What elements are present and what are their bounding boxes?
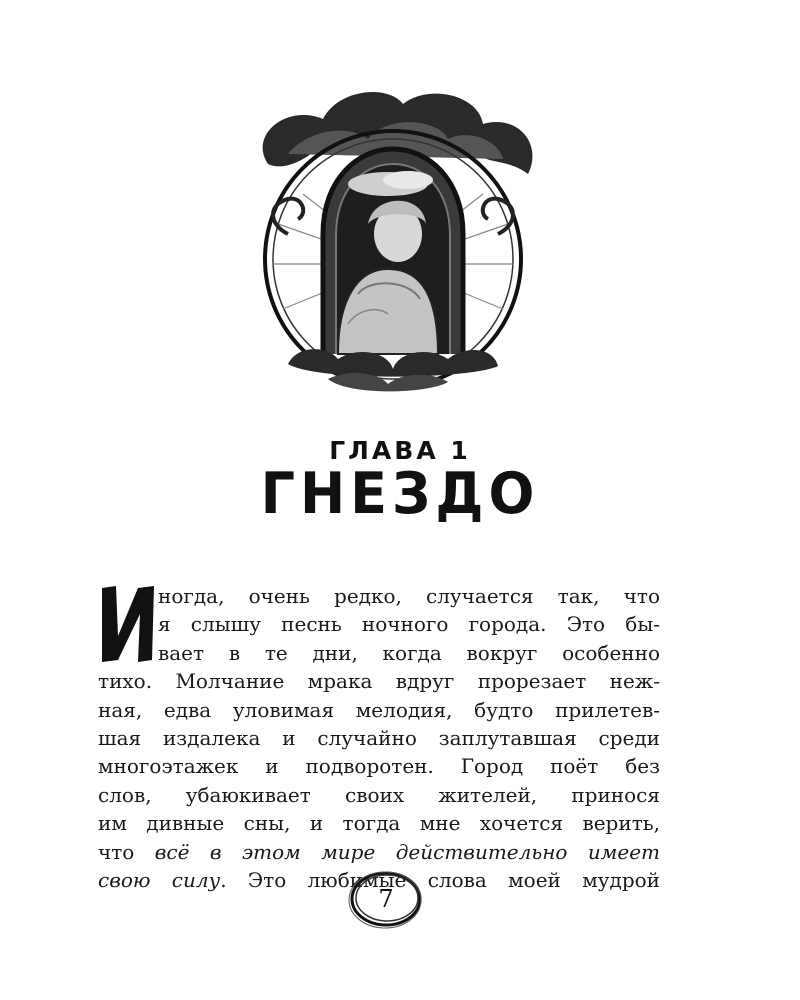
text-line: я слышу песнь ночного города. Это бы- (158, 612, 660, 637)
page-number-badge (346, 868, 426, 930)
page-number: 7 (378, 885, 394, 913)
mirror-portrait-illustration-icon (228, 84, 558, 402)
text-line: слов, убаюкивает своих жителей, принося (98, 782, 660, 807)
drop-cap-letter (98, 580, 99, 581)
text-segment: что (98, 839, 155, 864)
text-segment: . Это любимые слова моей мудрой (220, 867, 661, 892)
body-text (98, 582, 660, 894)
text-line: им дивные сны, и тогда мне хочется верить, (98, 811, 660, 836)
text-line: многоэтажек и подворотен. Город поёт без (98, 754, 660, 779)
text-line: вает в те дни, когда вокруг особенно (158, 640, 660, 665)
text-line (98, 838, 660, 866)
chapter-label: ГЛАВА 1 (329, 436, 471, 465)
chapter-title: ГНЕЗДО (260, 460, 540, 527)
text-line: шая издалека и случайно заплутавшая среди (98, 725, 660, 750)
text-line: ная, едва уловимая мелодия, будто прилетев- (98, 697, 660, 722)
italic-segment: свою силу (98, 867, 221, 892)
text-line: ногда, очень редко, случается так, что (158, 584, 660, 608)
chapter-illustration (228, 84, 558, 402)
italic-segment: всё в этом мире действительно имеет (154, 839, 660, 864)
text-line: тихо. Молчание мрака вдруг прорезает неж- (98, 669, 660, 694)
